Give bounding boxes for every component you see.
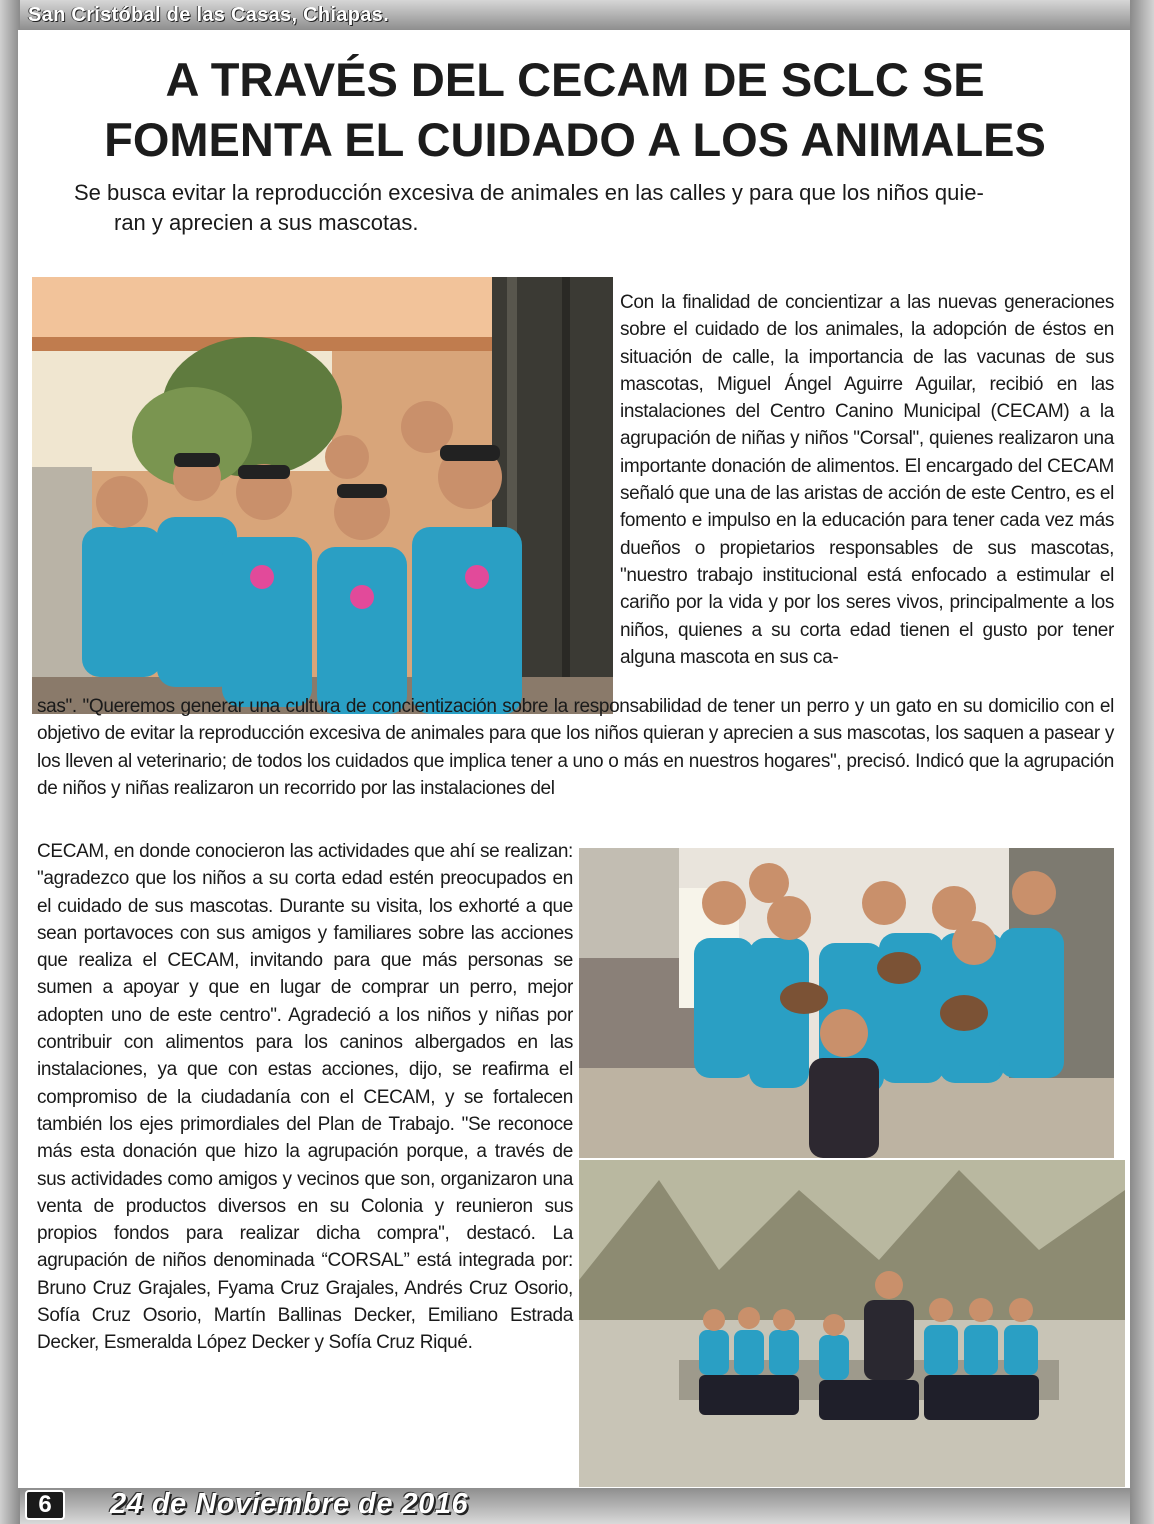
article-body-full-width: sas". "Queremos generar una cultura de concientización sobre la responsabilidad de tener un perro y un gato en su domicilio con el objetivo de evitar la reproducción excesiva de animales para que los niños quieran y aprecien a sus mascotas, los saquen a pasear y los lleven al veterinario; de todos los cuidados que implica tener a uno o más en nuestros hogares", precisó. Indicó que la agrupación de niños y niñas realizaron un recorrido por las instalaciones del [37, 696, 1114, 799]
article-subhead [74, 178, 1120, 238]
photo-children-with-puppies [579, 848, 1114, 1158]
frame-left [0, 0, 20, 1524]
headline-line-1: A TRAVÉS DEL CECAM DE SCLC SE [165, 53, 985, 106]
photo-group-seated-outdoors [579, 1160, 1125, 1487]
article-body-left-column: CECAM, en donde conocieron las actividades que ahí se realizan: "agradezco que los niños a su corta edad estén preocupados en el cuidado de sus mascotas. Durante su visita, los exhorté a que sean portavoces con sus amigos y familiares sobre las acciones que realiza el CECAM, invitando para que más personas se sumen a apoyar y que en lugar de comprar un perro, mejor adopten uno de este centro". Agradeció a los niños y niñas por contribuir con alimentos para los caninos albergados en las instalaciones, ya que con estas acciones, dijo, se reafirma el compromiso de la ciudadanía con el CECAM, y se fortalecen también los ejes primordiales del Plan de Trabajo. "Se reconoce más esta donación que hizo la agrupación porque, a través de sus actividades como amigos y vecinos que son, organizaron una venta de productos diversos en su Colonia y reunieron sus propios fondos para realizar dicha compra", destacó. La agrupación de niños denominada “CORSAL” está integrada por: Bruno Cruz Grajales, Fyama Cruz Grajales, Andrés Cruz Osorio, Sofía Cruz Osorio, Martín Ballinas Decker, Emiliano Estrada Decker, Esmeralda López Decker y Sofía Cruz Riqué. [37, 841, 573, 1354]
article-body-right-column: Con la finalidad de concientizar a las nuevas generaciones sobre el cuidado de los animales, la adopción de éstos en situación de calle, la importancia de las vacunas de sus mascotas, Miguel Ángel Aguirre Aguilar, recibió en las instalaciones del Centro Canino Municipal (CECAM) a la agrupación de niñas y niños "Corsal", quienes realizaron una importante donación de alimentos. El encargado del CECAM señaló que una de las aristas de acción de este Centro, es el fomento e impulso en la educación para tener cada vez más dueños o propietarios responsables de sus mascotas, "nuestro trabajo institucional está enfocado a estimular el cariño por la vida y por los seres vivos, principalmente a los niños, quienes a su corta edad tienen el gusto por tener alguna mascota en sus ca- [620, 292, 1114, 668]
location-header: San Cristóbal de las Casas, Chiapas. [28, 4, 389, 26]
headline-line-2: FOMENTA EL CUIDADO A LOS ANIMALES [104, 113, 1046, 166]
article-headline [30, 50, 1120, 170]
subhead-line-1: Se busca evitar la reproducción excesiva de animales en las calles y para que los niños quie- [74, 180, 984, 205]
frame-right [1130, 0, 1154, 1524]
issue-date: 24 de Noviembre de 2016 [110, 1488, 469, 1520]
page-number: 6 [25, 1490, 65, 1520]
photo-children-group [32, 277, 613, 714]
subhead-line-2: ran y aprecien a sus mascotas. [114, 210, 419, 235]
